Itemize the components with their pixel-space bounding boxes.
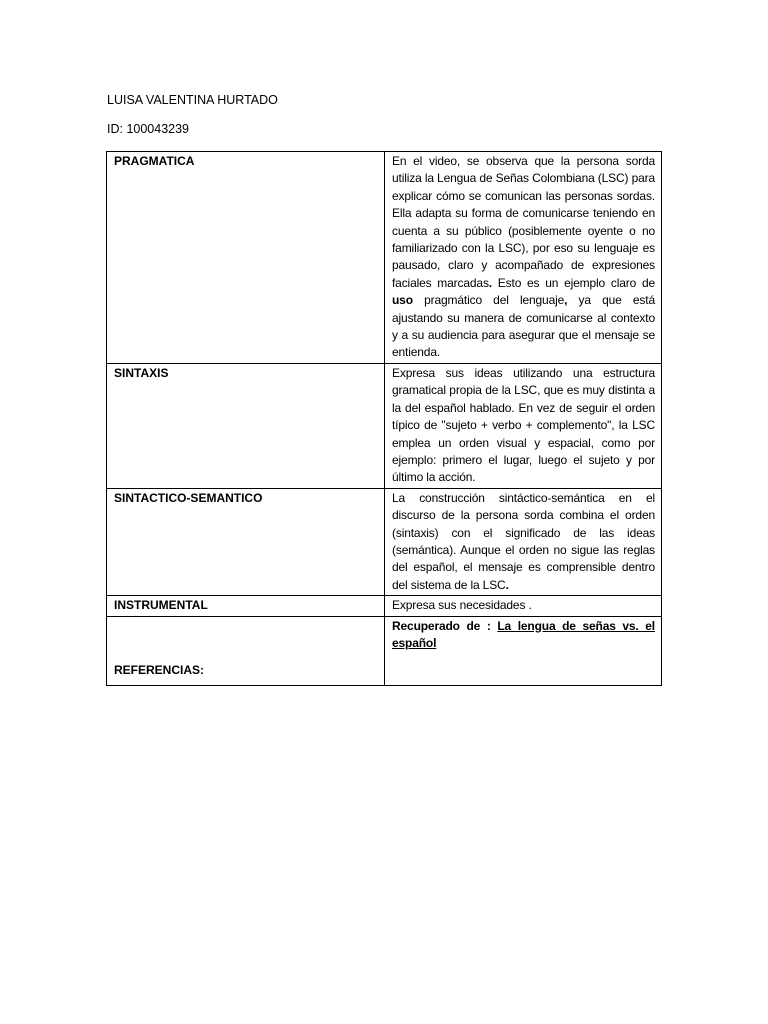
pragmatica-text-2: Esto es un ejemplo claro de [491, 275, 655, 290]
table-row-sintactico-semantico [107, 488, 662, 595]
sintactico-period: . [505, 577, 509, 592]
pragmatica-bold-uso: uso [392, 293, 413, 308]
pragmatica-text-4: ya que está ajustando su manera de comunicarse al contexto y a su audiencia para asegurar que el mensaje se entienda. [392, 293, 655, 360]
student-id: ID: 100043239 [107, 122, 190, 136]
row-content-instrumental: Expresa sus necesidades . [385, 596, 662, 616]
row-label-referencias: REFERENCIAS: [114, 663, 205, 678]
reference-link[interactable]: La lengua de señas vs. el español [392, 618, 655, 650]
sintactico-text: La construcción sintáctico-semántica en el discurso de la persona sorda combina el orden (sintaxis) con el significado de las ideas (semántica). Aunque el orden no sigue las reglas del español, el mensaje es comprensible dentro del sistema de la LSC [392, 490, 655, 592]
pragmatica-text-1: En el video, se observa que la persona sorda utiliza la Lengua de Señas Colombiana (LSC) para explicar cómo se comunican las personas sordas. Ella adapta su forma de comunicarse teniendo en cuenta a su público (posiblemente oyente o no familiarizado con la LSC), por eso su lenguaje es pausado, claro y acompañado de expresiones faciales marcadas [392, 154, 655, 290]
table-row-pragmatica [107, 152, 662, 364]
row-content-referencias [385, 616, 662, 685]
row-label-instrumental: INSTRUMENTAL [107, 596, 385, 616]
row-label-sintactico-semantico: SINTACTICO-SEMANTICO [107, 488, 385, 595]
row-label-sintaxis: SINTAXIS [107, 363, 385, 488]
pragmatica-period: . [488, 275, 492, 290]
pragmatica-comma: , [564, 293, 568, 308]
row-content-sintactico-semantico [385, 488, 662, 595]
row-label-referencias-cell [107, 616, 385, 685]
reference-prefix: Recuperado de : [392, 618, 498, 633]
row-content-sintaxis: Expresa sus ideas utilizando una estructura gramatical propia de la LSC, que es muy distinta a la del español hablado. En vez de seguir el orden típico de "sujeto + verbo + complemento", la LSC emplea un orden visual y espacial, como por ejemplo: primero el lugar, luego el sujeto y por último la acción. [385, 363, 662, 488]
student-name: LUISA VALENTINA HURTADO [107, 93, 278, 107]
row-content-pragmatica [385, 152, 662, 364]
analysis-table [106, 151, 662, 686]
table-row-referencias [107, 616, 662, 685]
table-row-instrumental [107, 596, 662, 616]
row-label-pragmatica: PRAGMATICA [107, 152, 385, 364]
pragmatica-text-3: pragmático del lenguaje [412, 293, 565, 308]
table-row-sintaxis [107, 363, 662, 488]
